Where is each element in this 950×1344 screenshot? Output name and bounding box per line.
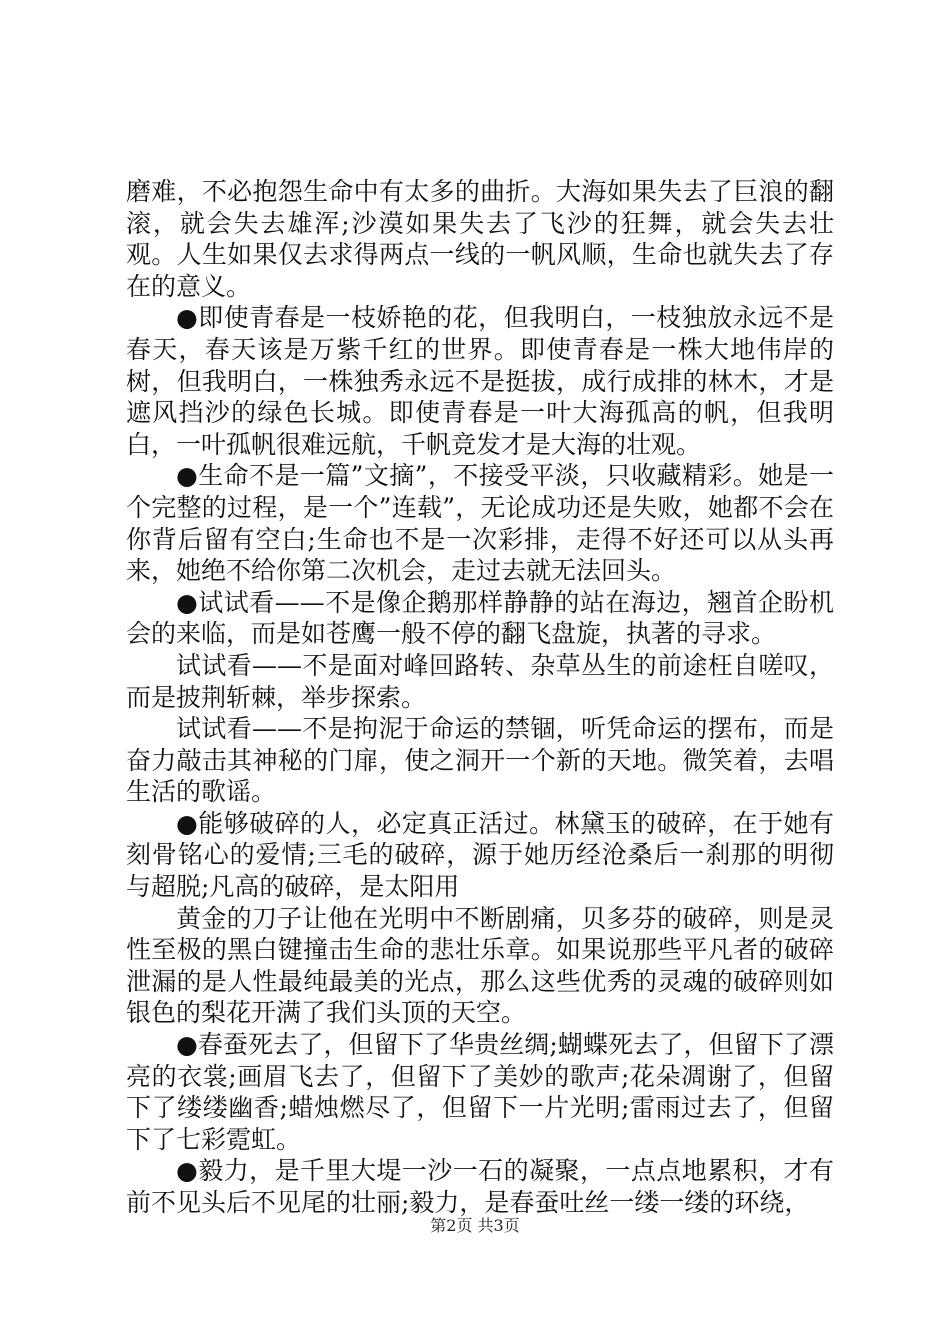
paragraph: ●春蚕死去了，但留下了华贵丝绸;蝴蝶死去了，但留下了漂亮的衣裳;画眉飞去了，但留下了美妙的歌声;花朵凋谢了，但留下了缕缕幽香;蜡烛燃尽了，但留下一片光明;雷雨过去了，但留下了七彩霓虹。 <box>126 1030 834 1154</box>
paragraph: 磨难，不必抱怨生命中有太多的曲折。大海如果失去了巨浪的翻滚，就会失去雄浑;沙漠如果失去了飞沙的狂舞，就会失去壮观。人生如果仅去求得两点一线的一帆风顺，生命也就失去了存在的意义。 <box>126 177 834 301</box>
paragraph: ●生命不是一篇”文摘”，不接受平淡，只收藏精彩。她是一个完整的过程，是一个”连载”，无论成功还是失败，她都不会在你背后留有空白;生命也不是一次彩排，走得不好还可以从头再来，她绝不给你第二次机会，走过去就无法回头。 <box>126 461 834 586</box>
paragraph: ●能够破碎的人，必定真正活过。林黛玉的破碎，在于她有刻骨铭心的爱情;三毛的破碎，源于她历经沧桑后一刹那的明彻与超脱;凡高的破碎，是太阳用 <box>126 808 834 902</box>
paragraph: 试试看——不是面对峰回路转、杂草丛生的前途枉自嗟叹，而是披荆斩棘，举步探索。 <box>126 650 834 712</box>
paragraph: 试试看——不是拘泥于命运的禁锢，听凭命运的摆布，而是奋力敲击其神秘的门扉，使之洞开一个新的天地。微笑着，去唱生活的歌谣。 <box>126 714 834 807</box>
body-text <box>126 176 834 1219</box>
paragraph: ●毅力，是千里大堤一沙一石的凝聚，一点点地累积，才有前不见头后不见尾的壮丽;毅力，是春蚕吐丝一缕一缕的环绕， <box>126 1156 834 1217</box>
paragraph: ●即使青春是一枝娇艳的花，但我明白，一枝独放永远不是春天，春天该是万紫千红的世界。即使青春是一株大地伟岸的树，但我明白，一株独秀永远不是挺拔，成行成排的林木，才是遮风挡沙的绿色长城。即使青春是一叶大海孤高的帆，但我明白，一叶孤帆很难远航，千帆竞发才是大海的壮观。 <box>126 303 834 459</box>
page-number-footer: 第2页 共3页 <box>430 1216 520 1235</box>
paragraph: 黄金的刀子让他在光明中不断剧痛，贝多芬的破碎，则是灵性至极的黑白键撞击生命的悲壮乐章。如果说那些平凡者的破碎泄漏的是人性最纯最美的光点，那么这些优秀的灵魂的破碎则如银色的梨花开满了我们头顶的天空。 <box>126 903 834 1028</box>
paragraph: ●试试看——不是像企鹅那样静静的站在海边，翘首企盼机会的来临，而是如苍鹰一般不停的翻飞盘旋，执著的寻求。 <box>126 587 834 649</box>
